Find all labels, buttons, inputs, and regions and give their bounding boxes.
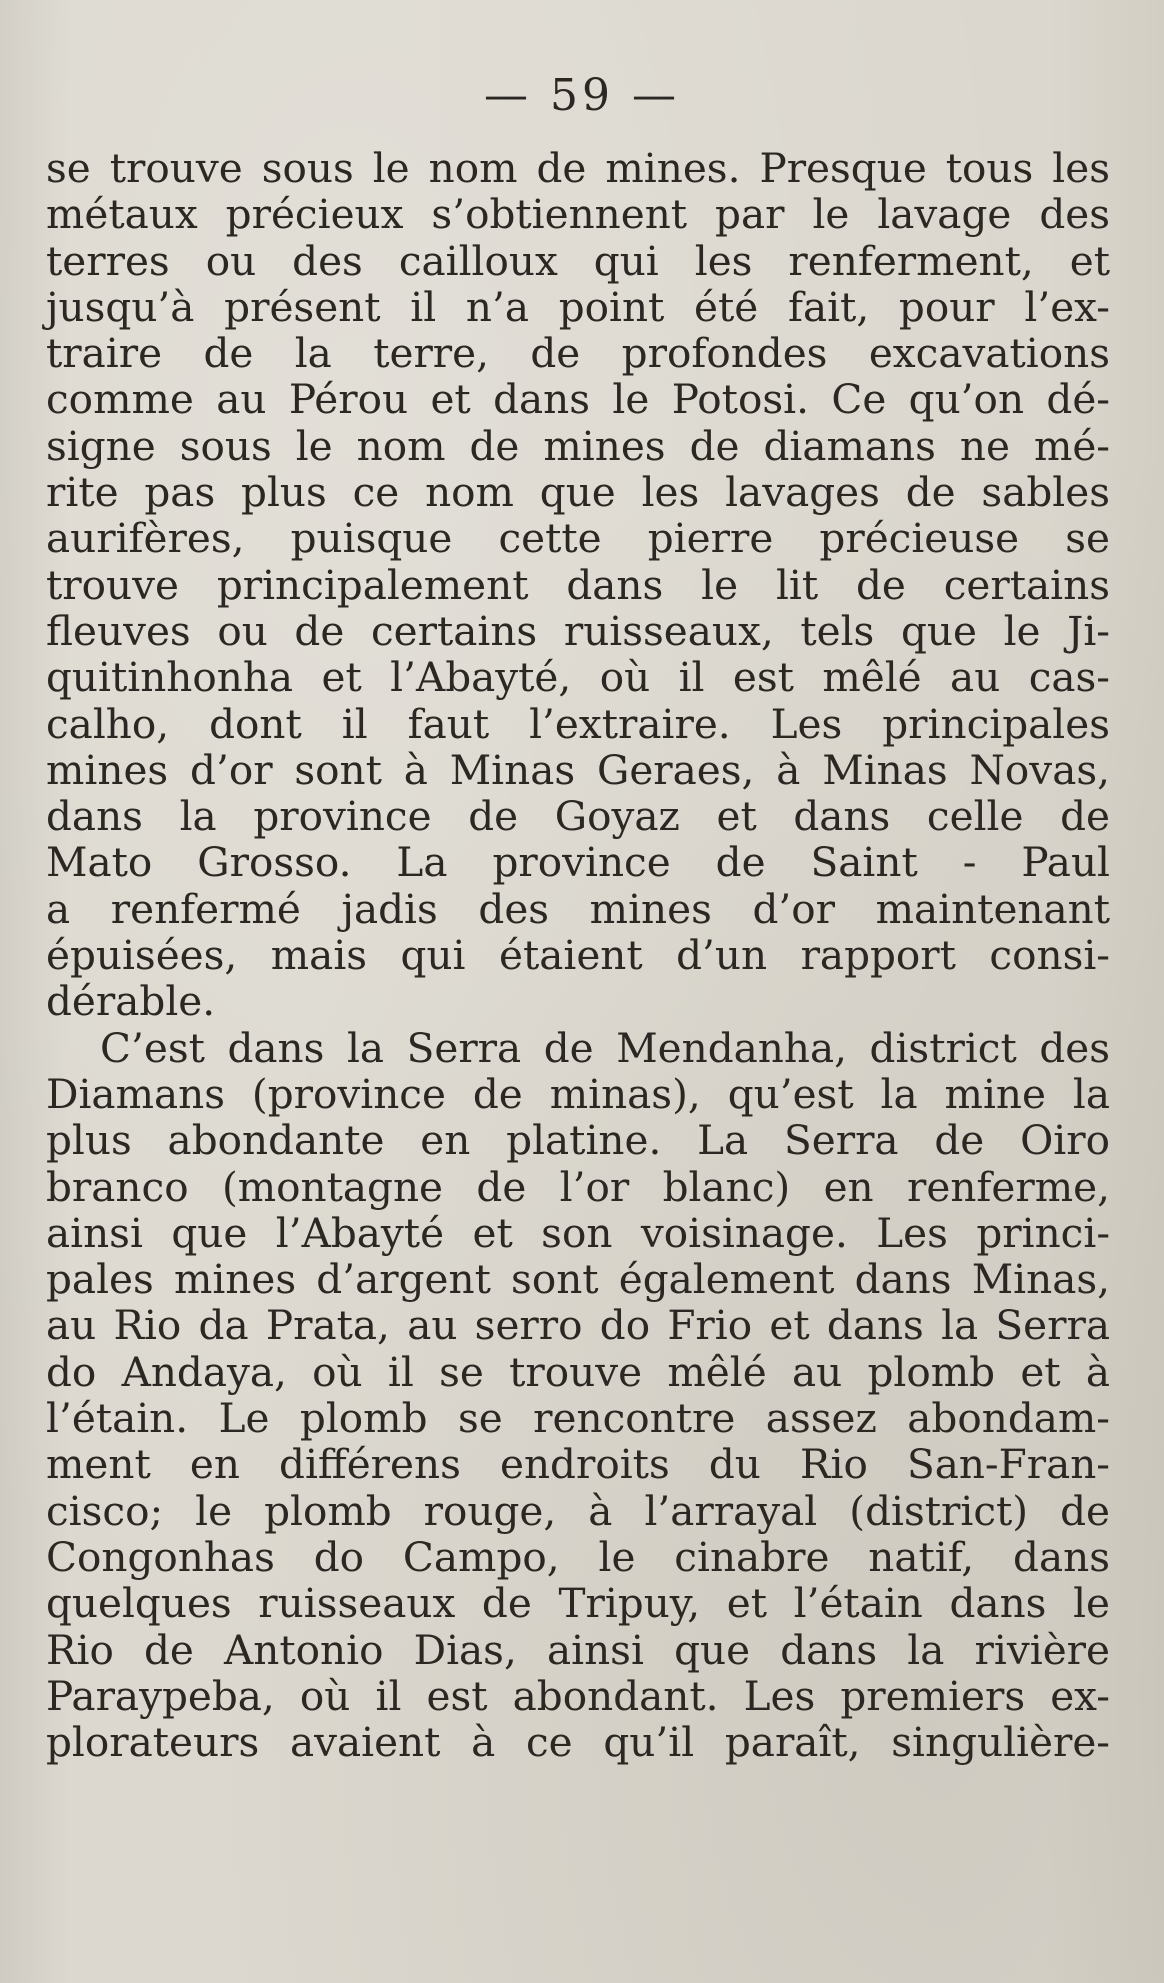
paragraph-1 xyxy=(46,145,1110,1025)
text-line: quelques ruisseaux de Tripuy, et l’étain dans le xyxy=(46,1579,1110,1628)
text-line: do Andaya, où il se trouve mêlé au plomb et à xyxy=(46,1347,1110,1396)
text-line: plorateurs avaient à ce qu’il paraît, singulière- xyxy=(46,1718,1110,1767)
text-line: l’étain. Le plomb se rencontre assez abondam- xyxy=(46,1394,1110,1443)
text-line: cisco; le plomb rouge, à l’arrayal (district) de xyxy=(46,1486,1110,1535)
text-line: quitinhonha et l’Abayté, où il est mêlé au cas- xyxy=(46,653,1110,702)
text-line: terres ou des cailloux qui les renferment, et xyxy=(46,236,1110,285)
text-line: ainsi que l’Abayté et son voisinage. Les princi- xyxy=(46,1208,1110,1257)
text-line: comme au Pérou et dans le Potosi. Ce qu’on dé- xyxy=(46,375,1110,424)
text-line: épuisées, mais qui étaient d’un rapport consi- xyxy=(46,931,1110,980)
text-line: Paraypeba, où il est abondant. Les premiers ex- xyxy=(46,1671,1110,1720)
text-line: pales mines d’argent sont également dans Minas, xyxy=(46,1255,1110,1304)
text-line: Rio de Antonio Dias, ainsi que dans la rivière xyxy=(46,1625,1110,1674)
text-line: métaux précieux s’obtiennent par le lavage des xyxy=(46,190,1110,239)
page-number: — 59 — xyxy=(484,70,680,121)
text-line: dérable. xyxy=(46,977,216,1026)
text-line: au Rio da Prata, au serro do Frio et dans la Serra xyxy=(46,1301,1110,1350)
body-text xyxy=(46,145,1110,1765)
text-line: ment en différens endroits du Rio San-Fran- xyxy=(46,1440,1110,1489)
text-line: Congonhas do Campo, le cinabre natif, dans xyxy=(46,1532,1110,1581)
text-line: calho, dont il faut l’extraire. Les principales xyxy=(46,699,1110,748)
text-line: C’est dans la Serra de Mendanha, district des xyxy=(100,1023,1110,1072)
text-line: aurifères, puisque cette pierre précieuse se xyxy=(46,514,1110,563)
paragraph-2 xyxy=(46,1025,1110,1766)
text-line: se trouve sous le nom de mines. Presque tous les xyxy=(46,144,1110,192)
text-line: rite pas plus ce nom que les lavages de sables xyxy=(46,468,1110,517)
text-line: branco (montagne de l’or blanc) en renferme, xyxy=(46,1162,1110,1211)
text-line: jusqu’à présent il n’a point été fait, pour l’ex- xyxy=(46,282,1110,331)
text-line: traire de la terre, de profondes excavations xyxy=(46,329,1110,378)
text-line: fleuves ou de certains ruisseaux, tels que le Ji- xyxy=(46,606,1110,655)
text-line: a renfermé jadis des mines d’or maintenant xyxy=(46,884,1110,933)
text-line: Diamans (province de minas), qu’est la mine la xyxy=(46,1069,1110,1118)
text-line: Mato Grosso. La province de Saint - Paul xyxy=(46,838,1110,887)
text-line: dans la province de Goyaz et dans celle de xyxy=(46,792,1110,841)
text-line: trouve principalement dans le lit de certains xyxy=(46,560,1110,609)
text-line: plus abondante en platine. La Serra de Oiro xyxy=(46,1116,1110,1165)
text-line: mines d’or sont à Minas Geraes, à Minas Novas, xyxy=(46,745,1110,794)
text-line: signe sous le nom de mines de diamans ne mé- xyxy=(46,421,1110,470)
